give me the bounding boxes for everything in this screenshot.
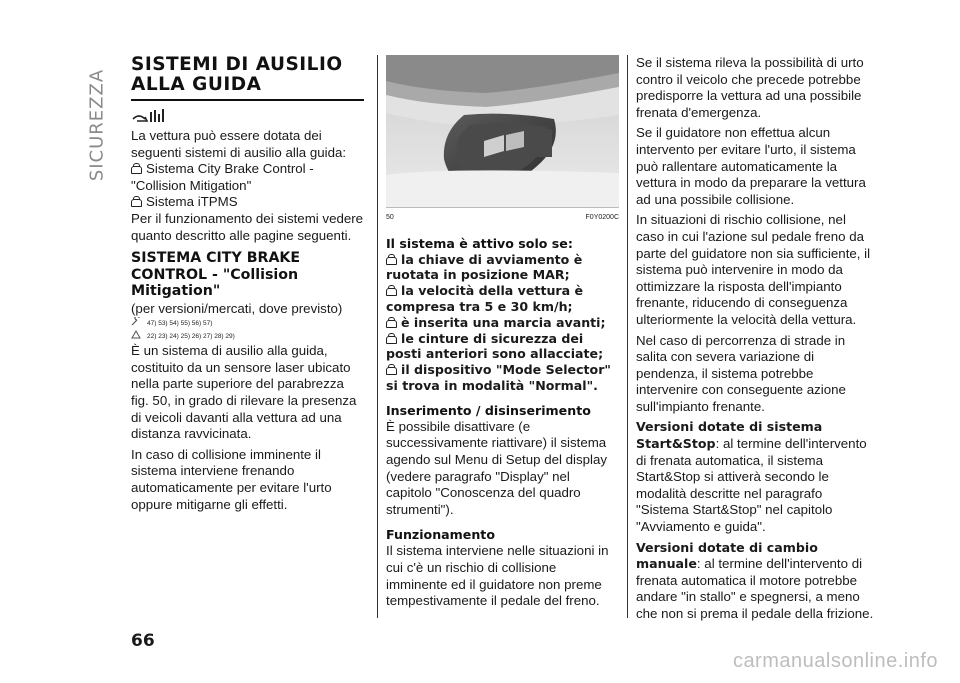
car-bullet-icon bbox=[386, 288, 397, 296]
car-bullet-icon bbox=[386, 257, 397, 265]
warning-refs: 47) 53) 54) 55) 56) 57) 22) 23) 24) 25) 26) 27) 28) 29) bbox=[131, 317, 364, 343]
list-item: Sistema City Brake Control - "Collision Mitigation" bbox=[131, 161, 314, 193]
figure-caption bbox=[386, 210, 619, 227]
body-paragraph: In situazioni di rischio collisione, nel caso in cui l'azione sul pedale freno da parte del guidatore non sia sufficiente, il sistema può intervenire in modo da ottimizzare la risposta dell'impianto frenante, riducendo di conseguenza ulteriormente la velocità della vettura. bbox=[636, 212, 871, 327]
column-right bbox=[636, 55, 876, 623]
car-bullet-icon bbox=[131, 199, 142, 207]
description-paragraph: In caso di collisione imminente il sistema interviene frenando automaticamente per evitare l'urto oppure mitigarne gli effetti. bbox=[131, 446, 332, 512]
body-paragraph: È possibile disattivare (e successivamente riattivare) il sistema agendo sul Menu di Setup del display (vedere paragrafo "Display" nel capitolo "Conoscenza del quadro strumenti"). bbox=[386, 418, 608, 517]
list-item: le cinture di sicurezza dei posti anteriori sono allacciate; bbox=[386, 330, 604, 362]
start-stop-paragraph: Versioni dotate di sistema Start&Stop: al termine dell'intervento di frenata automatica, il sistema Start&Stop si attiverà secondo le modalità descritte nel paragrafo "Sistema Start&Stop" nel capitolo "Avviamento e guida". bbox=[636, 419, 867, 535]
body-paragraph: Nel caso di percorrenza di strade in salita con severa variazione di pendenza, il sistema potrebbe intervenire con conseguente azione sull'impianto frenante. bbox=[636, 332, 846, 414]
column-divider bbox=[627, 55, 628, 618]
intro-followup: Per il funzionamento dei sistemi vedere quanto descritto alle pagine seguenti. bbox=[131, 210, 364, 243]
list-item: il dispositivo "Mode Selector" si trova in modalità "Normal". bbox=[386, 362, 611, 393]
wrench-icon bbox=[131, 317, 141, 326]
body-paragraph: Il sistema interviene nelle situazioni in cui c'è un rischio di collisione imminente ed il guidatore non preme tempestivamente il pedale del freno. bbox=[386, 543, 609, 609]
page-title: SISTEMI DI AUSILIO ALLA GUIDA bbox=[131, 54, 343, 95]
car-bullet-icon bbox=[386, 367, 397, 375]
section-heading: SISTEMA CITY BRAKE CONTROL - "Collision Mitigation" bbox=[131, 250, 301, 300]
versions-note: (per versioni/mercati, dove previsto) bbox=[131, 300, 343, 316]
list-item: è inserita una marcia avanti; bbox=[386, 315, 619, 331]
watermark: carmanualsonline.info bbox=[732, 650, 938, 672]
title-rule bbox=[131, 99, 364, 101]
active-conditions-heading: Il sistema è attivo solo se: bbox=[386, 235, 573, 251]
car-bullet-icon bbox=[386, 336, 397, 344]
windshield-sensor-figure bbox=[386, 55, 619, 208]
page-number: 66 bbox=[131, 631, 155, 651]
description-paragraph: È un sistema di ausilio alla guida, costituito da un sensore laser ubicato nella parte superiore del parabrezza fig. 50, in grado di rilevare la presenza di veicoli davanti alla vettura ad una distanza ravvicinata. bbox=[131, 343, 357, 442]
list-item: la chiave di avviamento è ruotata in posizione MAR; bbox=[386, 251, 583, 283]
section-side-label: SICUREZZA bbox=[86, 68, 108, 182]
figure-code: F0Y0200C bbox=[585, 214, 619, 221]
warning-icon bbox=[131, 330, 141, 339]
section-heading: Funzionamento bbox=[386, 527, 495, 543]
list-item: Sistema iTPMS bbox=[131, 194, 364, 211]
driver-assist-icon bbox=[131, 107, 171, 125]
body-paragraph: Se il sistema rileva la possibilità di urto contro il veicolo che precede potrebbe predisporre la vettura ad una possibile frenata d'emergenza. bbox=[636, 55, 864, 120]
body-paragraph: Se il guidatore non effettua alcun intervento per evitare l'urto, il sistema può rallentare automaticamente la vettura in modo da preparare la vettura ad una possibile collisione. bbox=[636, 125, 866, 207]
intro-text: La vettura può essere dotata dei seguenti sistemi di ausilio alla guida: bbox=[131, 128, 347, 160]
column-left bbox=[131, 55, 364, 513]
column-middle bbox=[386, 55, 619, 610]
section-heading: Inserimento / disinserimento bbox=[386, 402, 591, 418]
column-divider bbox=[377, 55, 378, 618]
car-bullet-icon bbox=[386, 320, 397, 328]
list-item: la velocità della vettura è compresa tra 5 e 30 km/h; bbox=[386, 283, 584, 314]
figure-number: 50 bbox=[386, 214, 394, 221]
manual-gearbox-paragraph: Versioni dotate di cambio manuale: al termine dell'intervento di frenata automatica il motore potrebbe andare "in stallo" e spegnersi, a meno che non si prema il pedale della frizione. bbox=[636, 539, 874, 621]
car-bullet-icon bbox=[131, 166, 142, 174]
